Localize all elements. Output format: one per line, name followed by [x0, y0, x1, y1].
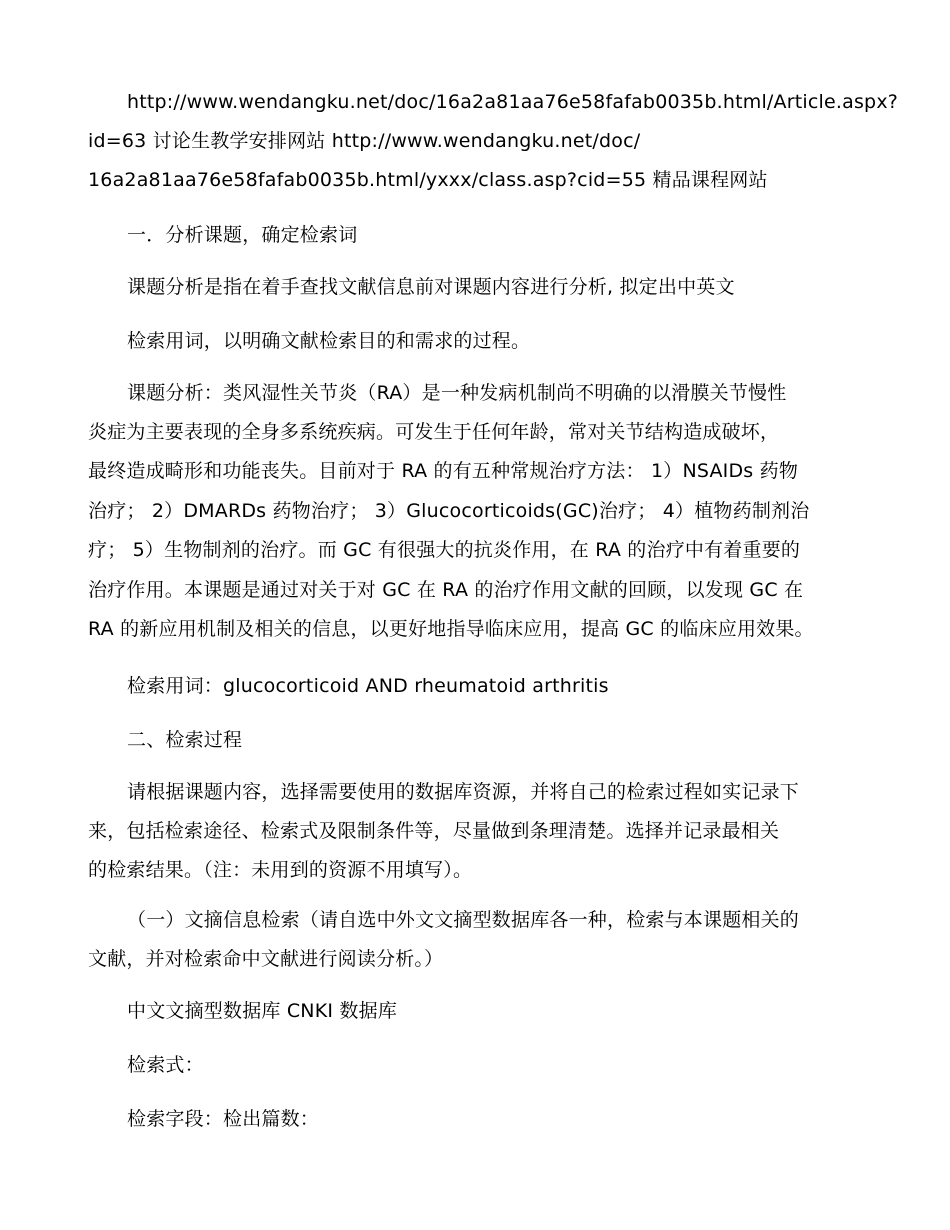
definition-line-1: 课题分析是指在着手查找文献信息前对课题内容进行分析, 拟定出中英文 [127, 276, 735, 298]
query-label: 检索式： [127, 1054, 204, 1076]
analysis-line-7: RA 的新应用机制及相关的信息，以更好地指导临床应用，提高 GC 的临床应用效果。 [88, 618, 814, 640]
instruction-line-3: 的检索结果。（注：未用到的资源不用填写）。 [88, 859, 473, 881]
analysis-line-2: 炎症为主要表现的全身多系统疾病。可发生于任何年龄，常对关节结构造成破坏， [88, 421, 780, 443]
database-name: 中文文摘型数据库 CNKI 数据库 [127, 1000, 398, 1022]
analysis-line-6: 治疗作用。本课题是通过对关于对 GC 在 RA 的治疗作用文献的回顾，以发现 GC 在 [88, 579, 804, 601]
analysis-line-3: 最终造成畸形和功能丧失。目前对于 RA 的有五种常规治疗方法： 1）NSAIDs 药物 [88, 460, 799, 482]
subsection-1-line-2: 文献，并对检索命中文献进行阅读分析。） [88, 948, 444, 970]
subsection-1-line-1: （一）文摘信息检索（请自选中外文文摘型数据库各一种，检索与本课题相关的 [127, 909, 800, 931]
analysis-line-1: 课题分析：类风湿性关节炎（RA）是一种发病机制尚不明确的以滑膜关节慢性 [127, 382, 787, 404]
section-1-heading: 一．分析课题，确定检索词 [127, 224, 358, 246]
field-count-label: 检索字段：检出篇数： [127, 1108, 320, 1130]
analysis-line-5: 疗； 5）生物制剂的治疗。而 GC 有很强大的抗炎作用，在 RA 的治疗中有着重要的 [88, 539, 801, 561]
url-line-2: id=63 讨论生教学安排网站 http://www.wendangku.net/doc/ [88, 130, 641, 152]
instruction-line-1: 请根据课题内容，选择需要使用的数据库资源，并将自己的检索过程如实记录下 [127, 781, 800, 803]
search-terms: 检索用词：glucocorticoid AND rheumatoid arthritis [127, 675, 609, 697]
instruction-line-2: 来，包括检索途径、检索式及限制条件等，尽量做到条理清楚。选择并记录最相关 [88, 820, 780, 842]
definition-line-2: 检索用词，以明确文献检索目的和需求的过程。 [127, 330, 531, 352]
section-2-heading: 二、检索过程 [127, 729, 243, 751]
analysis-line-4: 治疗； 2）DMARDs 药物治疗； 3）Glucocorticoids(GC)治疗； 4）植物药制剂治 [88, 500, 810, 522]
url-line-1: http://www.wendangku.net/doc/16a2a81aa76e58fafab0035b.html/Article.aspx? [127, 91, 899, 113]
url-line-3: 16a2a81aa76e58fafab0035b.html/yxxx/class.asp?cid=55 精品课程网站 [88, 169, 768, 191]
